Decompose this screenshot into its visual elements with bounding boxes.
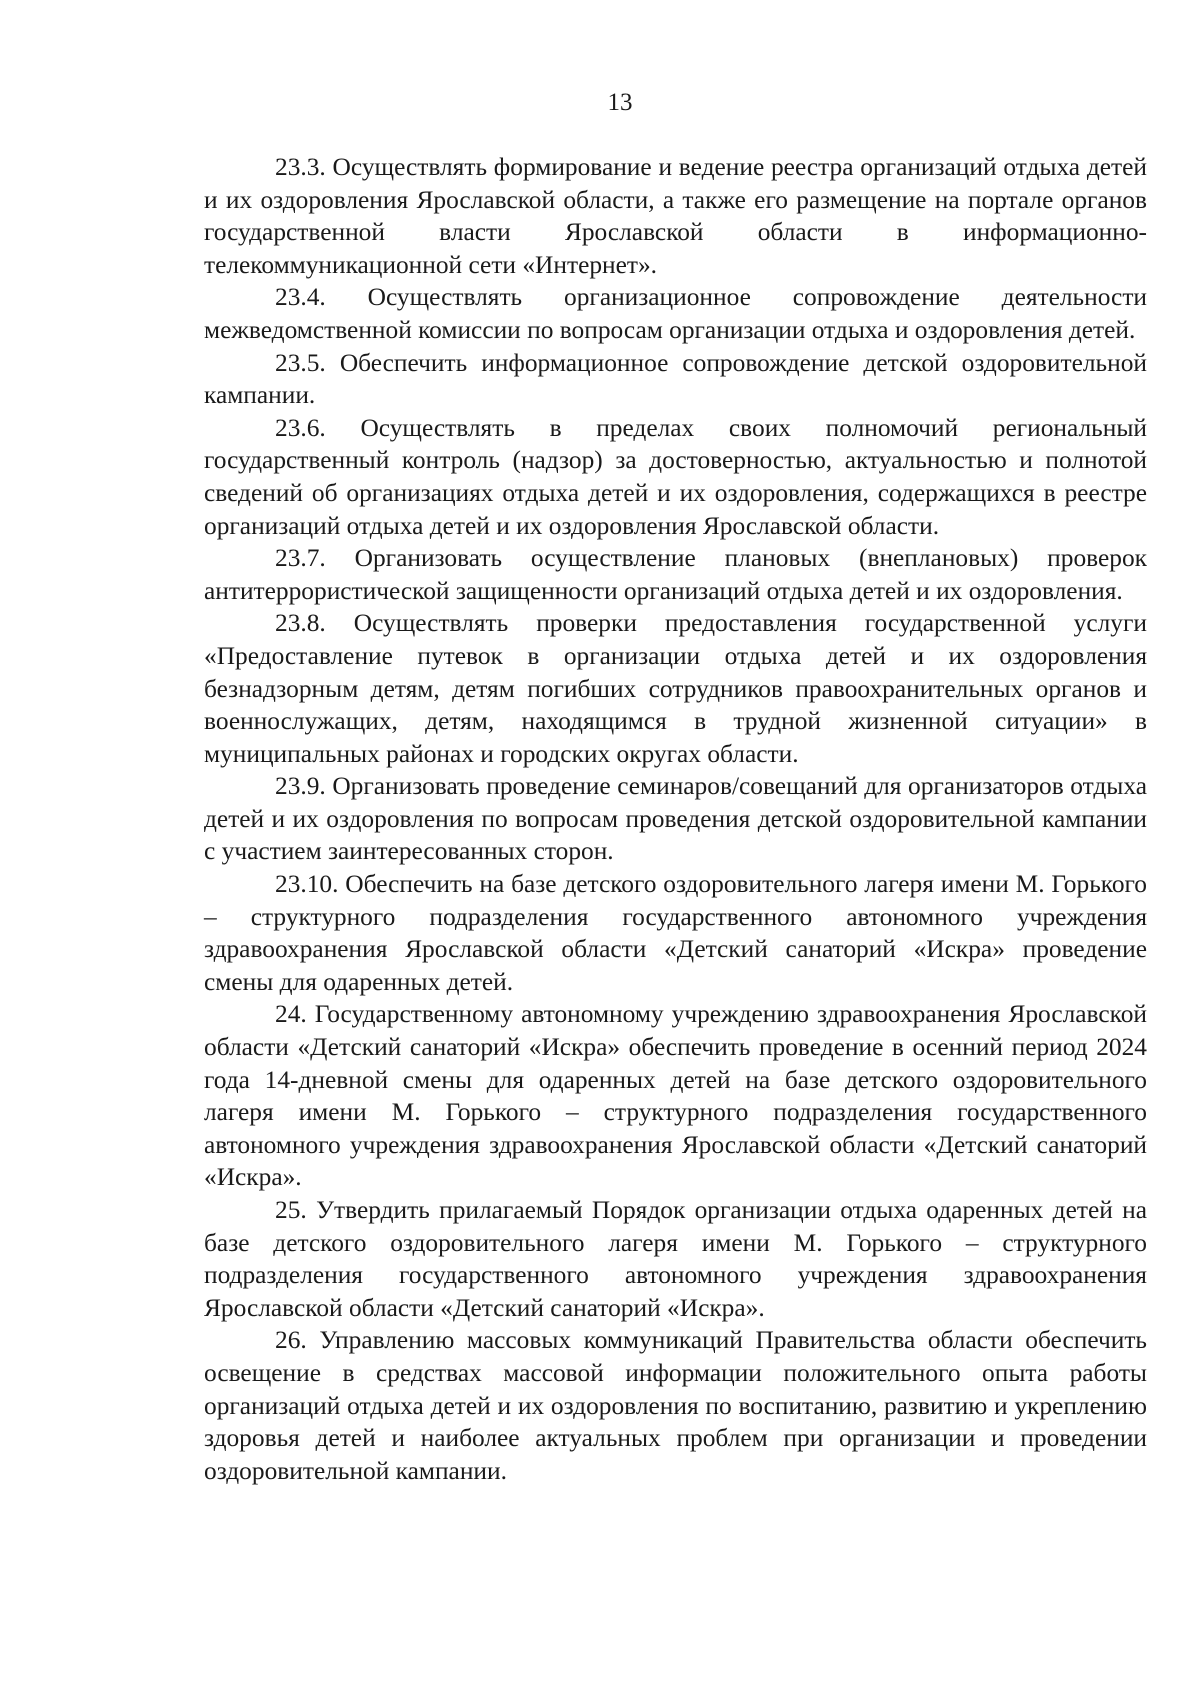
document-body <box>204 151 1147 1487</box>
paragraph-23-3: 23.3. Осуществлять формирование и ведение реестра организаций отдыха детей и их оздоровления Ярославской области, а также его размещение на портале органов государственной власти Ярославской области в информационно-телекоммуникационной сети «Интернет». <box>204 153 1147 279</box>
paragraph-25: 25. Утвердить прилагаемый Порядок организации отдыха одаренных детей на базе детского оздоровительного лагеря имени М. Горького – структурного подразделения государственного автономного учреждения здравоохранения Ярославской области «Детский санаторий «Искра». <box>204 1196 1147 1322</box>
paragraph-26: 26. Управлению массовых коммуникаций Правительства области обеспечить освещение в средствах массовой информации положительного опыта работы организаций отдыха детей и их оздоровления по воспитанию, развитию и укреплению здоровья детей и наиболее актуальных проблем при организации и проведении оздоровительной кампании. <box>204 1326 1147 1485</box>
page-number: 13 <box>607 89 633 116</box>
paragraph-23-9: 23.9. Организовать проведение семинаров/совещаний для организаторов отдыха детей и их оздоровления по вопросам проведения детской оздоровительной кампании с участием заинтересованных сторон. <box>204 772 1147 866</box>
paragraph-23-5: 23.5. Обеспечить информационное сопровождение детской оздоровительной кампании. <box>204 348 1147 410</box>
paragraph-24: 24. Государственному автономному учреждению здравоохранения Ярославской области «Детский санаторий «Искра» обеспечить проведение в осенний период 2024 года 14-дневной смены для одаренных детей на базе детского оздоровительного лагеря имени М. Горького – структурного подразделения государственного автономного учреждения здравоохранения Ярославской области «Детский санаторий «Искра». <box>204 1000 1147 1192</box>
paragraph-23-8: 23.8. Осуществлять проверки предоставления государственной услуги «Предоставление путевок в организации отдыха детей и их оздоровления безнадзорным детям, детям погибших сотрудников правоохранительных органов и военнослужащих, детям, находящимся в трудной жизненной ситуации» в муниципальных районах и городских округах области. <box>204 609 1147 768</box>
paragraph-23-4: 23.4. Осуществлять организационное сопровождение деятельности межведомственной комиссии по вопросам организации отдыха и оздоровления детей. <box>204 283 1147 344</box>
paragraph-23-6: 23.6. Осуществлять в пределах своих полномочий региональный государственный контроль (надзор) за достоверностью, актуальностью и полнотой сведений об организациях отдыха детей и их оздоровления, содержащихся в реестре организаций отдыха детей и их оздоровления Ярославской области. <box>204 413 1147 540</box>
paragraph-23-7: 23.7. Организовать осуществление плановых (внеплановых) проверок антитеррористической защищенности организаций отдыха детей и их оздоровления. <box>204 544 1147 605</box>
paragraph-23-10: 23.10. Обеспечить на базе детского оздоровительного лагеря имени М. Горького – структурного подразделения государственного автономного учреждения здравоохранения Ярославской области «Детский санаторий «Искра» проведение смены для одаренных детей. <box>204 870 1147 996</box>
